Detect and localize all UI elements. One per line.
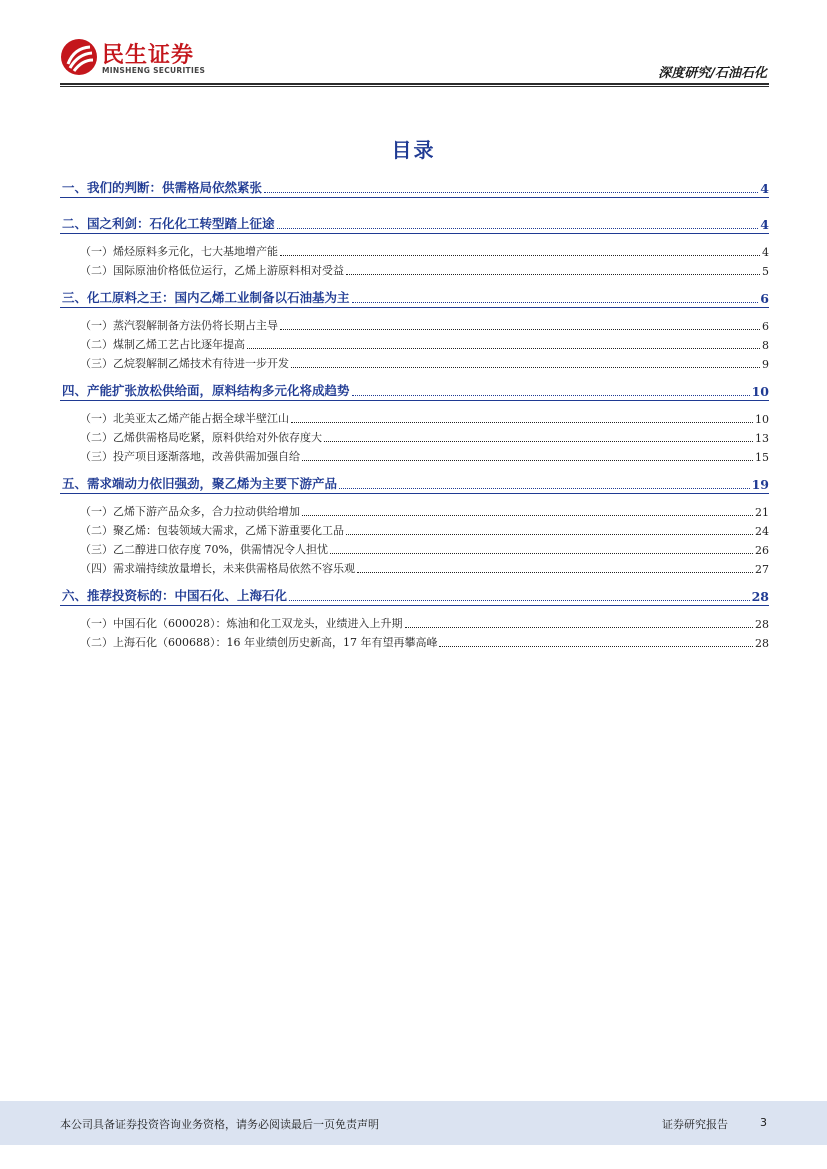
toc-entry-label: （三）乙二醇进口依存度 70%，供需情况令人担忧 (80, 543, 328, 556)
toc-section-entry[interactable] (60, 212, 769, 232)
toc-leader-dots (280, 315, 760, 330)
toc-entry-page: 19 (751, 477, 769, 492)
toc-entry-page: 24 (755, 525, 769, 538)
toc-entry-label: （二）煤制乙烯工艺占比逐年提高 (80, 338, 245, 351)
toc-entry-page: 27 (755, 563, 769, 576)
toc-leader-dots (264, 178, 758, 193)
toc-entry-label: 六、推荐投资标的：中国石化、上海石化 (62, 588, 288, 603)
toc-entry-page: 6 (760, 291, 769, 306)
toc-entry-page: 8 (762, 339, 769, 352)
toc-entry-label: （二）上海石化（600688）：16 年业绩创历史新高，17 年有望再攀高峰 (80, 636, 438, 649)
toc-leader-dots (352, 288, 759, 303)
toc-section-rule (60, 605, 769, 606)
toc-entry-page: 26 (755, 544, 769, 557)
toc-leader-dots (324, 427, 753, 442)
header-divider (60, 83, 769, 85)
footer-report-type: 证券研究报告 (662, 1118, 728, 1131)
logo-text-cn: 民生证券 (102, 43, 195, 68)
toc-section-rule (60, 197, 769, 198)
footer-disclaimer: 本公司具备证券投资咨询业务资格，请务必阅读最后一页免责声明 (60, 1118, 379, 1131)
toc-subsection-entry[interactable] (60, 614, 769, 631)
toc-entry-page: 15 (755, 451, 769, 464)
toc-leader-dots (302, 501, 753, 516)
toc-leader-dots (357, 558, 753, 573)
toc-section-entry[interactable] (60, 176, 769, 196)
toc-entry-label: （二）乙烯供需格局吃紧，原料供给对外依存度大 (80, 431, 322, 444)
toc-entry-page: 10 (755, 413, 769, 426)
toc-entry-label: 一、我们的判断：供需格局依然紧张 (62, 180, 263, 195)
toc-title: 目录 (391, 138, 436, 162)
toc-leader-dots (247, 334, 760, 349)
toc-entry-label: （四）需求端持续放量增长，未来供需格局依然不容乐观 (80, 562, 355, 575)
toc-entry-page: 9 (762, 358, 769, 371)
header-divider-thin (60, 86, 769, 87)
report-category: 深度研究/石油石化 (658, 66, 767, 81)
toc-subsection-entry[interactable] (60, 447, 769, 464)
toc-subsection-entry[interactable] (60, 242, 769, 259)
toc-section-rule (60, 400, 769, 401)
toc-entry-page: 6 (762, 320, 769, 333)
toc-section-entry[interactable] (60, 379, 769, 399)
toc-leader-dots (291, 353, 760, 368)
toc-entry-page: 28 (751, 589, 769, 604)
toc-entry-label: （二）国际原油价格低位运行，乙烯上游原料相对受益 (80, 264, 344, 277)
toc-entry-page: 4 (760, 217, 769, 232)
page-number: 3 (760, 1116, 767, 1129)
toc-subsection-entry[interactable] (60, 502, 769, 519)
toc-entry-label: 三、化工原料之王：国内乙烯工业制备以石油基为主 (62, 290, 350, 305)
toc-section-rule (60, 307, 769, 308)
toc-entry-page: 28 (755, 618, 769, 631)
toc-subsection-entry[interactable] (60, 633, 769, 650)
company-logo (60, 38, 220, 78)
toc-section-entry[interactable] (60, 472, 769, 492)
minsheng-logo-icon (60, 38, 98, 76)
toc-leader-dots (439, 632, 753, 647)
toc-entry-label: （一）乙烯下游产品众多，合力拉动供给增加 (80, 505, 300, 518)
toc-subsection-entry[interactable] (60, 540, 769, 557)
toc-subsection-entry[interactable] (60, 261, 769, 278)
toc-leader-dots (346, 520, 753, 535)
toc-section-rule (60, 233, 769, 234)
toc-entry-page: 13 (755, 432, 769, 445)
toc-leader-dots (289, 586, 750, 601)
toc-subsection-entry[interactable] (60, 316, 769, 333)
toc-section-rule (60, 493, 769, 494)
logo-text-en: MINSHENG SECURITIES (102, 66, 206, 75)
toc-subsection-entry[interactable] (60, 354, 769, 371)
page-footer (0, 1101, 827, 1145)
toc-entry-label: （一）烯烃原料多元化，七大基地增产能 (80, 245, 278, 258)
toc-entry-label: （一）中国石化（600028）：炼油和化工双龙头，业绩进入上升期 (80, 617, 403, 630)
toc-entry-label: 五、需求端动力依旧强劲，聚乙烯为主要下游产品 (62, 476, 338, 491)
toc-leader-dots (405, 613, 754, 628)
toc-leader-dots (352, 381, 750, 396)
toc-entry-label: 四、产能扩张放松供给面，原料结构多元化将成趋势 (62, 383, 350, 398)
toc-entry-label: （二）聚乙烯：包装领域大需求，乙烯下游重要化工品 (80, 524, 344, 537)
toc-entry-page: 4 (762, 246, 769, 259)
toc-section-entry[interactable] (60, 286, 769, 306)
toc-leader-dots (330, 539, 753, 554)
toc-subsection-entry[interactable] (60, 428, 769, 445)
toc-entry-label: （一）北美亚太乙烯产能占据全球半壁江山 (80, 412, 289, 425)
toc-entry-label: （三）投产项目逐渐落地，改善供需加强自给 (80, 450, 300, 463)
toc-leader-dots (339, 474, 750, 489)
toc-leader-dots (280, 241, 760, 256)
toc-leader-dots (291, 408, 753, 423)
toc-entry-label: （三）乙烷裂解制乙烯技术有待进一步开发 (80, 357, 289, 370)
toc-entry-label: （一）蒸汽裂解制备方法仍将长期占主导 (80, 319, 278, 332)
toc-leader-dots (346, 260, 760, 275)
toc-entry-page: 4 (760, 181, 769, 196)
toc-subsection-entry[interactable] (60, 521, 769, 538)
toc-entry-page: 21 (755, 506, 769, 519)
toc-entry-page: 28 (755, 637, 769, 650)
toc-subsection-entry[interactable] (60, 409, 769, 426)
toc-subsection-entry[interactable] (60, 559, 769, 576)
toc-leader-dots (302, 446, 753, 461)
toc-entry-label: 二、国之利剑：石化化工转型踏上征途 (62, 216, 275, 231)
toc-entry-page: 5 (762, 265, 769, 278)
toc-entry-page: 10 (751, 384, 769, 399)
toc-subsection-entry[interactable] (60, 335, 769, 352)
toc-section-entry[interactable] (60, 584, 769, 604)
toc-leader-dots (277, 214, 759, 229)
page-header (0, 0, 827, 90)
